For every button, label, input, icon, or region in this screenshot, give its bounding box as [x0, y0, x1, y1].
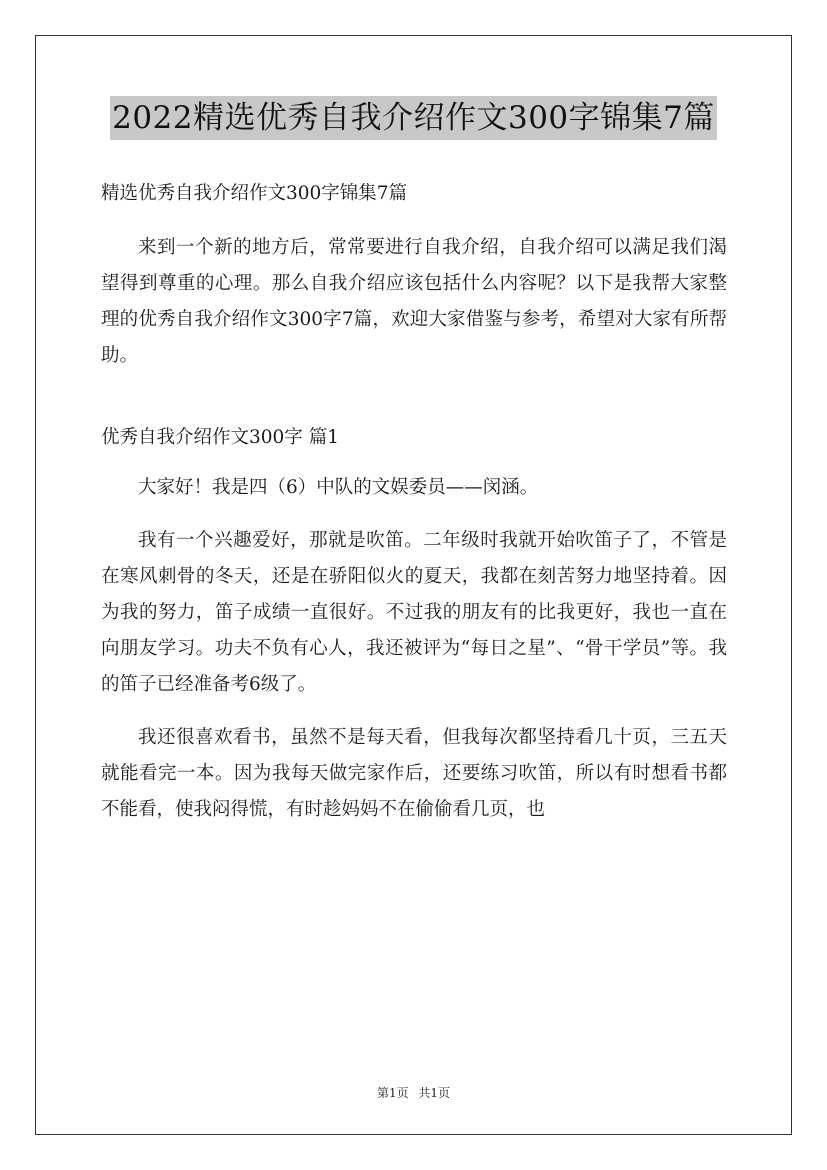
document-subtitle: 精选优秀自我介绍作文300字锦集7篇: [101, 183, 408, 204]
page-footer: [0, 1084, 827, 1101]
intro-paragraph: 来到一个新的地方后，常常要进行自我介绍，自我介绍可以满足我们渴望得到尊重的心理。那么自我介绍应该包括什么内容呢？以下是我帮大家整理的优秀自我介绍作文300字7篇，欢迎大家借鉴与参考，希望对大家有所帮助。: [101, 237, 727, 366]
title-container: [0, 96, 827, 140]
document-body: [101, 176, 727, 845]
body-paragraph: 我还很喜欢看书，虽然不是每天看，但我每次都坚持看几十页，三五天就能看完一本。因为我每天做完家作后，还要练习吹笛，所以有时想看书都不能看，使我闷得慌，有时趁妈妈不在偷偷看几页，也: [101, 727, 727, 820]
body-paragraph: 大家好！我是四（6）中队的文娱委员——闵涵。: [138, 477, 539, 498]
body-paragraph: 我有一个兴趣爱好，那就是吹笛。二年级时我就开始吹笛子了，不管是在寒风刺骨的冬天，还是在骄阳似火的夏天，我都在刻苦努力地坚持着。因为我的努力，笛子成绩一直很好。不过我的朋友有的比我更好，我也一直在向朋友学习。功夫不负有心人，我还被评为“每日之星”、“骨干学员”等。我的笛子已经准备考6级了。: [101, 530, 727, 695]
document-title: 2022精选优秀自我介绍作文300字锦集7篇: [110, 96, 717, 140]
section-heading: 优秀自我介绍作文300字 篇1: [101, 427, 339, 448]
page-number: 第1页: [376, 1086, 409, 1100]
page-total: 共1页: [418, 1086, 451, 1100]
